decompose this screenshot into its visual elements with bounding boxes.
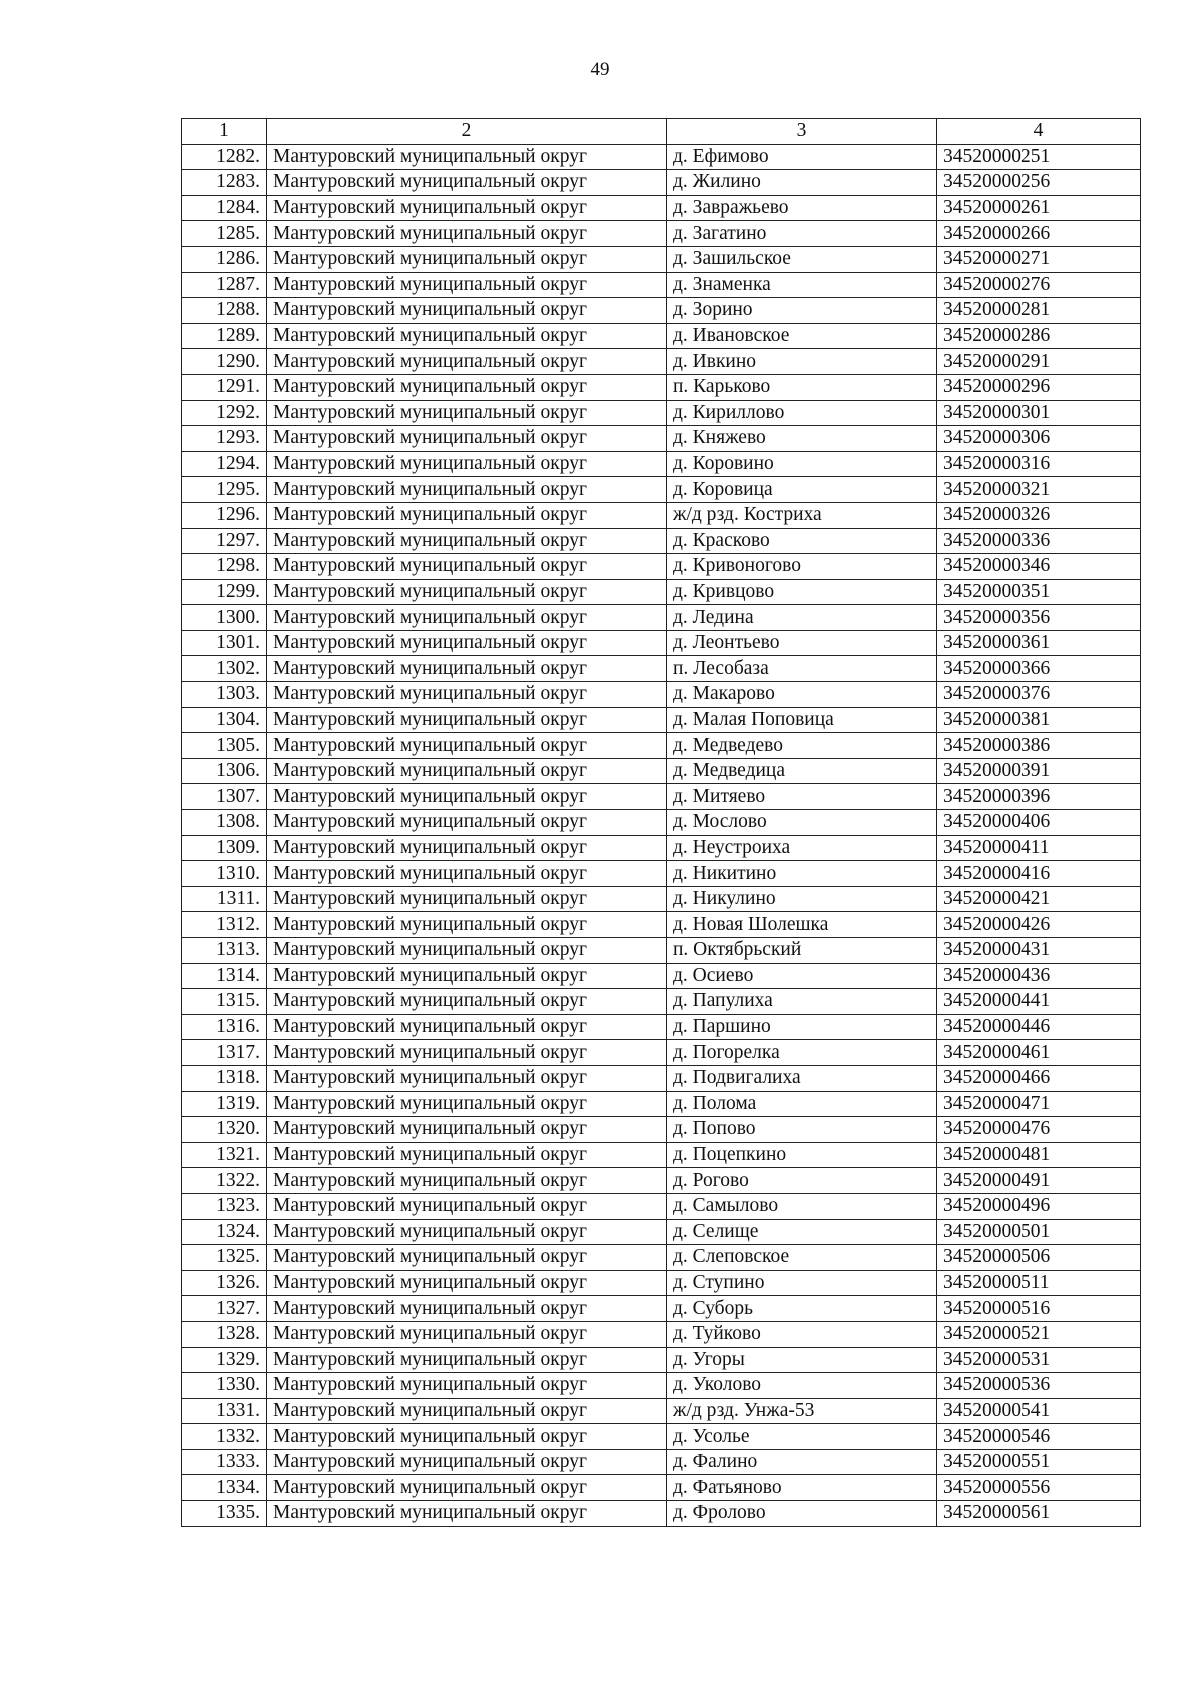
locality-name: д. Погорелка <box>667 1040 937 1066</box>
locality-name: д. Красково <box>667 528 937 554</box>
row-number: 1323. <box>182 1193 267 1219</box>
table-row <box>182 1245 1141 1271</box>
table-row <box>182 272 1141 298</box>
oktmo-code: 34520000356 <box>937 605 1141 631</box>
table-row <box>182 1065 1141 1091</box>
row-number: 1287. <box>182 272 267 298</box>
oktmo-code: 34520000541 <box>937 1398 1141 1424</box>
table-row <box>182 144 1141 170</box>
oktmo-code: 34520000446 <box>937 1014 1141 1040</box>
locality-name: д. Мослово <box>667 810 937 836</box>
locality-name: д. Папулиха <box>667 989 937 1015</box>
locality-name: д. Новая Шолешка <box>667 912 937 938</box>
oktmo-code: 34520000396 <box>937 784 1141 810</box>
locality-name: д. Кривоногово <box>667 554 937 580</box>
locality-name: д. Уколово <box>667 1373 937 1399</box>
locality-name: д. Усолье <box>667 1424 937 1450</box>
row-number: 1324. <box>182 1219 267 1245</box>
oktmo-code: 34520000251 <box>937 144 1141 170</box>
locality-name: д. Ивановское <box>667 323 937 349</box>
locality-name: ж/д рзд. Костриха <box>667 502 937 528</box>
locality-name: д. Ступино <box>667 1270 937 1296</box>
oktmo-code: 34520000546 <box>937 1424 1141 1450</box>
table-row <box>182 170 1141 196</box>
table-row <box>182 1321 1141 1347</box>
locality-name: д. Фатьяново <box>667 1475 937 1501</box>
district-name: Мантуровский муниципальный округ <box>267 1040 667 1066</box>
table-row <box>182 989 1141 1015</box>
district-name: Мантуровский муниципальный округ <box>267 1168 667 1194</box>
row-number: 1335. <box>182 1501 267 1527</box>
district-name: Мантуровский муниципальный округ <box>267 374 667 400</box>
table-row <box>182 605 1141 631</box>
oktmo-code: 34520000431 <box>937 938 1141 964</box>
oktmo-code: 34520000506 <box>937 1245 1141 1271</box>
locality-name: д. Фалино <box>667 1449 937 1475</box>
row-number: 1296. <box>182 502 267 528</box>
locality-name: д. Медведево <box>667 733 937 759</box>
oktmo-code: 34520000286 <box>937 323 1141 349</box>
locality-name: д. Поцепкино <box>667 1142 937 1168</box>
district-name: Мантуровский муниципальный округ <box>267 451 667 477</box>
row-number: 1293. <box>182 426 267 452</box>
row-number: 1297. <box>182 528 267 554</box>
column-header-district: 2 <box>267 119 667 145</box>
row-number: 1308. <box>182 810 267 836</box>
district-name: Мантуровский муниципальный округ <box>267 938 667 964</box>
table-row <box>182 1398 1141 1424</box>
column-header-code: 4 <box>937 119 1141 145</box>
table-row <box>182 1040 1141 1066</box>
locality-name: д. Митяево <box>667 784 937 810</box>
district-name: Мантуровский муниципальный округ <box>267 170 667 196</box>
page-number: 49 <box>590 59 610 80</box>
table-row <box>182 528 1141 554</box>
district-name: Мантуровский муниципальный округ <box>267 1091 667 1117</box>
district-name: Мантуровский муниципальный округ <box>267 144 667 170</box>
row-number: 1310. <box>182 861 267 887</box>
row-number: 1329. <box>182 1347 267 1373</box>
row-number: 1326. <box>182 1270 267 1296</box>
row-number: 1294. <box>182 451 267 477</box>
district-name: Мантуровский муниципальный округ <box>267 1398 667 1424</box>
row-number: 1332. <box>182 1424 267 1450</box>
oktmo-code: 34520000266 <box>937 221 1141 247</box>
district-name: Мантуровский муниципальный округ <box>267 400 667 426</box>
locality-name: д. Суборь <box>667 1296 937 1322</box>
locality-name: д. Ивкино <box>667 349 937 375</box>
district-name: Мантуровский муниципальный округ <box>267 1219 667 1245</box>
district-name: Мантуровский муниципальный округ <box>267 1065 667 1091</box>
oktmo-code: 34520000536 <box>937 1373 1141 1399</box>
row-number: 1322. <box>182 1168 267 1194</box>
oktmo-code: 34520000301 <box>937 400 1141 426</box>
oktmo-code: 34520000471 <box>937 1091 1141 1117</box>
district-name: Мантуровский муниципальный округ <box>267 579 667 605</box>
row-number: 1303. <box>182 682 267 708</box>
oktmo-code: 34520000336 <box>937 528 1141 554</box>
row-number: 1306. <box>182 758 267 784</box>
district-name: Мантуровский муниципальный округ <box>267 1142 667 1168</box>
district-name: Мантуровский муниципальный округ <box>267 195 667 221</box>
row-number: 1301. <box>182 630 267 656</box>
table-row <box>182 963 1141 989</box>
oktmo-code: 34520000416 <box>937 861 1141 887</box>
table-row <box>182 1014 1141 1040</box>
district-name: Мантуровский муниципальный округ <box>267 784 667 810</box>
district-name: Мантуровский муниципальный округ <box>267 1193 667 1219</box>
row-number: 1330. <box>182 1373 267 1399</box>
oktmo-code: 34520000381 <box>937 707 1141 733</box>
table-row <box>182 656 1141 682</box>
row-number: 1334. <box>182 1475 267 1501</box>
table-row <box>182 451 1141 477</box>
row-number: 1284. <box>182 195 267 221</box>
table-row <box>182 733 1141 759</box>
table-row <box>182 349 1141 375</box>
district-name: Мантуровский муниципальный округ <box>267 1475 667 1501</box>
oktmo-code: 34520000481 <box>937 1142 1141 1168</box>
district-name: Мантуровский муниципальный округ <box>267 272 667 298</box>
district-name: Мантуровский муниципальный округ <box>267 349 667 375</box>
table-row <box>182 400 1141 426</box>
district-name: Мантуровский муниципальный округ <box>267 733 667 759</box>
locality-name: д. Неустроиха <box>667 835 937 861</box>
row-number: 1325. <box>182 1245 267 1271</box>
district-name: Мантуровский муниципальный округ <box>267 886 667 912</box>
header-row <box>182 119 1141 145</box>
row-number: 1289. <box>182 323 267 349</box>
oktmo-code: 34520000271 <box>937 246 1141 272</box>
locality-name: д. Туйково <box>667 1321 937 1347</box>
district-name: Мантуровский муниципальный округ <box>267 502 667 528</box>
row-number: 1309. <box>182 835 267 861</box>
table-row <box>182 246 1141 272</box>
table-row <box>182 323 1141 349</box>
district-name: Мантуровский муниципальный округ <box>267 426 667 452</box>
oktmo-code: 34520000511 <box>937 1270 1141 1296</box>
district-name: Мантуровский муниципальный округ <box>267 298 667 324</box>
locality-name: д. Завражьево <box>667 195 937 221</box>
row-number: 1328. <box>182 1321 267 1347</box>
district-name: Мантуровский муниципальный округ <box>267 912 667 938</box>
oktmo-code: 34520000556 <box>937 1475 1141 1501</box>
district-name: Мантуровский муниципальный округ <box>267 1449 667 1475</box>
table-row <box>182 810 1141 836</box>
oktmo-code: 34520000516 <box>937 1296 1141 1322</box>
oktmo-code: 34520000281 <box>937 298 1141 324</box>
table-row <box>182 554 1141 580</box>
locality-name: д. Медведица <box>667 758 937 784</box>
table-body <box>182 144 1141 1526</box>
locality-name: д. Паршино <box>667 1014 937 1040</box>
table-row <box>182 938 1141 964</box>
district-name: Мантуровский муниципальный округ <box>267 221 667 247</box>
locality-name: п. Лесобаза <box>667 656 937 682</box>
oktmo-code: 34520000386 <box>937 733 1141 759</box>
column-header-number: 1 <box>182 119 267 145</box>
table-row <box>182 1475 1141 1501</box>
district-name: Мантуровский муниципальный округ <box>267 246 667 272</box>
locality-name: д. Никулино <box>667 886 937 912</box>
table-row <box>182 630 1141 656</box>
table-row <box>182 1270 1141 1296</box>
table-row <box>182 1219 1141 1245</box>
row-number: 1305. <box>182 733 267 759</box>
table-row <box>182 374 1141 400</box>
row-number: 1311. <box>182 886 267 912</box>
locality-name: д. Коровица <box>667 477 937 503</box>
row-number: 1302. <box>182 656 267 682</box>
row-number: 1291. <box>182 374 267 400</box>
oktmo-code: 34520000551 <box>937 1449 1141 1475</box>
oktmo-code: 34520000291 <box>937 349 1141 375</box>
oktmo-code: 34520000531 <box>937 1347 1141 1373</box>
oktmo-code: 34520000376 <box>937 682 1141 708</box>
oktmo-code: 34520000351 <box>937 579 1141 605</box>
oktmo-code: 34520000326 <box>937 502 1141 528</box>
oktmo-code: 34520000321 <box>937 477 1141 503</box>
district-name: Мантуровский муниципальный округ <box>267 1373 667 1399</box>
locality-name: д. Ледина <box>667 605 937 631</box>
row-number: 1317. <box>182 1040 267 1066</box>
locality-name: д. Зашильское <box>667 246 937 272</box>
oktmo-code: 34520000316 <box>937 451 1141 477</box>
locality-name: д. Попово <box>667 1117 937 1143</box>
locality-name: д. Княжево <box>667 426 937 452</box>
row-number: 1319. <box>182 1091 267 1117</box>
table-row <box>182 886 1141 912</box>
table-row <box>182 784 1141 810</box>
row-number: 1298. <box>182 554 267 580</box>
row-number: 1282. <box>182 144 267 170</box>
table-row <box>182 1424 1141 1450</box>
district-name: Мантуровский муниципальный округ <box>267 707 667 733</box>
locality-name: д. Рогово <box>667 1168 937 1194</box>
table-row <box>182 1296 1141 1322</box>
district-name: Мантуровский муниципальный округ <box>267 477 667 503</box>
oktmo-code: 34520000346 <box>937 554 1141 580</box>
locality-name: д. Кривцово <box>667 579 937 605</box>
table-row <box>182 1193 1141 1219</box>
district-name: Мантуровский муниципальный округ <box>267 630 667 656</box>
table-row <box>182 682 1141 708</box>
oktmo-code: 34520000306 <box>937 426 1141 452</box>
locality-registry-table <box>181 118 1141 1527</box>
oktmo-code: 34520000421 <box>937 886 1141 912</box>
row-number: 1299. <box>182 579 267 605</box>
table-row <box>182 221 1141 247</box>
locality-name: д. Угоры <box>667 1347 937 1373</box>
row-number: 1318. <box>182 1065 267 1091</box>
table-row <box>182 861 1141 887</box>
locality-name: д. Жилино <box>667 170 937 196</box>
district-name: Мантуровский муниципальный округ <box>267 758 667 784</box>
row-number: 1331. <box>182 1398 267 1424</box>
district-name: Мантуровский муниципальный округ <box>267 605 667 631</box>
oktmo-code: 34520000391 <box>937 758 1141 784</box>
locality-name: п. Октябрьский <box>667 938 937 964</box>
district-name: Мантуровский муниципальный округ <box>267 1424 667 1450</box>
district-name: Мантуровский муниципальный округ <box>267 810 667 836</box>
oktmo-code: 34520000521 <box>937 1321 1141 1347</box>
oktmo-code: 34520000361 <box>937 630 1141 656</box>
oktmo-code: 34520000296 <box>937 374 1141 400</box>
table-row <box>182 912 1141 938</box>
district-name: Мантуровский муниципальный округ <box>267 989 667 1015</box>
oktmo-code: 34520000561 <box>937 1501 1141 1527</box>
row-number: 1327. <box>182 1296 267 1322</box>
locality-name: ж/д рзд. Унжа-53 <box>667 1398 937 1424</box>
locality-name: д. Селище <box>667 1219 937 1245</box>
locality-name: п. Карьково <box>667 374 937 400</box>
table-row <box>182 707 1141 733</box>
table-row <box>182 298 1141 324</box>
district-name: Мантуровский муниципальный округ <box>267 682 667 708</box>
row-number: 1313. <box>182 938 267 964</box>
district-name: Мантуровский муниципальный округ <box>267 554 667 580</box>
locality-name: д. Загатино <box>667 221 937 247</box>
table-row <box>182 835 1141 861</box>
table-row <box>182 1347 1141 1373</box>
district-name: Мантуровский муниципальный округ <box>267 1117 667 1143</box>
column-header-locality: 3 <box>667 119 937 145</box>
district-name: Мантуровский муниципальный округ <box>267 1347 667 1373</box>
locality-name: д. Осиево <box>667 963 937 989</box>
locality-name: д. Самылово <box>667 1193 937 1219</box>
oktmo-code: 34520000276 <box>937 272 1141 298</box>
oktmo-code: 34520000476 <box>937 1117 1141 1143</box>
row-number: 1290. <box>182 349 267 375</box>
locality-name: д. Леонтьево <box>667 630 937 656</box>
row-number: 1285. <box>182 221 267 247</box>
district-name: Мантуровский муниципальный округ <box>267 1014 667 1040</box>
row-number: 1312. <box>182 912 267 938</box>
table-row <box>182 1501 1141 1527</box>
table-row <box>182 1168 1141 1194</box>
locality-name: д. Фролово <box>667 1501 937 1527</box>
row-number: 1316. <box>182 1014 267 1040</box>
row-number: 1283. <box>182 170 267 196</box>
oktmo-code: 34520000261 <box>937 195 1141 221</box>
locality-name: д. Знаменка <box>667 272 937 298</box>
oktmo-code: 34520000436 <box>937 963 1141 989</box>
row-number: 1292. <box>182 400 267 426</box>
locality-name: д. Кириллово <box>667 400 937 426</box>
oktmo-code: 34520000496 <box>937 1193 1141 1219</box>
oktmo-code: 34520000466 <box>937 1065 1141 1091</box>
row-number: 1295. <box>182 477 267 503</box>
locality-name: д. Макарово <box>667 682 937 708</box>
district-name: Мантуровский муниципальный округ <box>267 835 667 861</box>
locality-name: д. Подвигалиха <box>667 1065 937 1091</box>
oktmo-code: 34520000491 <box>937 1168 1141 1194</box>
locality-name: д. Малая Поповица <box>667 707 937 733</box>
oktmo-code: 34520000441 <box>937 989 1141 1015</box>
row-number: 1314. <box>182 963 267 989</box>
district-name: Мантуровский муниципальный округ <box>267 963 667 989</box>
oktmo-code: 34520000501 <box>937 1219 1141 1245</box>
district-name: Мантуровский муниципальный округ <box>267 1270 667 1296</box>
locality-name: д. Ефимово <box>667 144 937 170</box>
locality-name: д. Никитино <box>667 861 937 887</box>
row-number: 1321. <box>182 1142 267 1168</box>
table-row <box>182 502 1141 528</box>
table-row <box>182 1142 1141 1168</box>
row-number: 1315. <box>182 989 267 1015</box>
oktmo-code: 34520000461 <box>937 1040 1141 1066</box>
locality-name: д. Слеповское <box>667 1245 937 1271</box>
oktmo-code: 34520000256 <box>937 170 1141 196</box>
row-number: 1320. <box>182 1117 267 1143</box>
table-row <box>182 1449 1141 1475</box>
row-number: 1288. <box>182 298 267 324</box>
table-row <box>182 195 1141 221</box>
district-name: Мантуровский муниципальный округ <box>267 1321 667 1347</box>
table-row <box>182 1117 1141 1143</box>
row-number: 1333. <box>182 1449 267 1475</box>
district-name: Мантуровский муниципальный округ <box>267 1296 667 1322</box>
locality-name: д. Коровино <box>667 451 937 477</box>
table-row <box>182 426 1141 452</box>
row-number: 1307. <box>182 784 267 810</box>
oktmo-code: 34520000406 <box>937 810 1141 836</box>
table-row <box>182 477 1141 503</box>
row-number: 1300. <box>182 605 267 631</box>
district-name: Мантуровский муниципальный округ <box>267 528 667 554</box>
table-row <box>182 579 1141 605</box>
district-name: Мантуровский муниципальный округ <box>267 1245 667 1271</box>
district-name: Мантуровский муниципальный округ <box>267 1501 667 1527</box>
district-name: Мантуровский муниципальный округ <box>267 323 667 349</box>
row-number: 1304. <box>182 707 267 733</box>
locality-name: д. Полома <box>667 1091 937 1117</box>
table-row <box>182 1091 1141 1117</box>
table-row <box>182 758 1141 784</box>
district-name: Мантуровский муниципальный округ <box>267 656 667 682</box>
row-number: 1286. <box>182 246 267 272</box>
oktmo-code: 34520000411 <box>937 835 1141 861</box>
locality-name: д. Зорино <box>667 298 937 324</box>
table-row <box>182 1373 1141 1399</box>
oktmo-code: 34520000366 <box>937 656 1141 682</box>
oktmo-code: 34520000426 <box>937 912 1141 938</box>
district-name: Мантуровский муниципальный округ <box>267 861 667 887</box>
